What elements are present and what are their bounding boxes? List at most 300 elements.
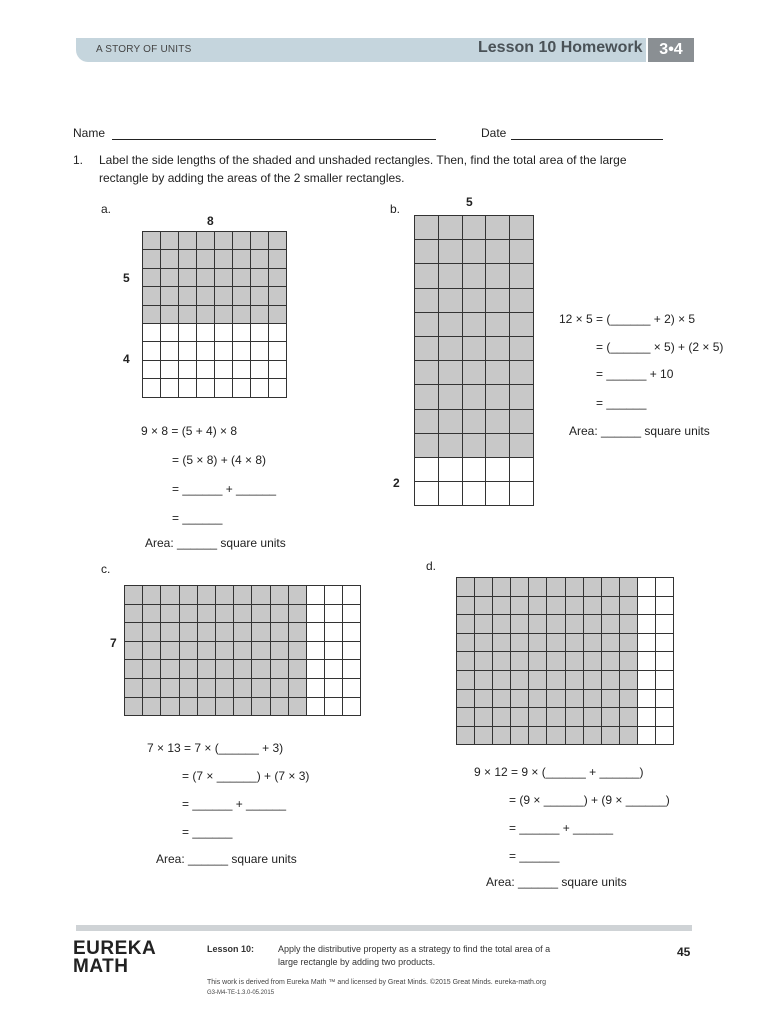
shaded-unit-square <box>457 634 475 653</box>
shaded-unit-square <box>180 623 198 642</box>
shaded-unit-square <box>252 660 270 679</box>
unshaded-unit-square <box>307 698 325 717</box>
unshaded-unit-square <box>215 324 233 342</box>
shaded-unit-square <box>457 727 475 746</box>
shaded-unit-square <box>252 623 270 642</box>
unshaded-unit-square <box>233 342 251 360</box>
shaded-unit-square <box>216 698 234 717</box>
shaded-unit-square <box>143 232 161 250</box>
part-c-eq2: = (7 × ______) + (7 × 3) <box>182 769 310 783</box>
shaded-unit-square <box>234 679 252 698</box>
shaded-unit-square <box>415 240 439 264</box>
shaded-unit-square <box>493 634 511 653</box>
shaded-unit-square <box>511 708 529 727</box>
shaded-unit-square <box>529 671 547 690</box>
shaded-unit-square <box>511 727 529 746</box>
unshaded-unit-square <box>307 642 325 661</box>
shaded-unit-square <box>439 337 463 361</box>
shaded-unit-square <box>529 634 547 653</box>
part-a-eq3: = ______ + ______ <box>172 482 277 496</box>
unshaded-unit-square <box>415 482 439 506</box>
shaded-unit-square <box>620 671 638 690</box>
shaded-unit-square <box>439 410 463 434</box>
unshaded-unit-square <box>656 652 674 671</box>
shaded-unit-square <box>547 671 565 690</box>
part-a-eq1: 9 × 8 = (5 + 4) × 8 <box>141 424 238 438</box>
shaded-unit-square <box>415 313 439 337</box>
unshaded-unit-square <box>161 361 179 379</box>
shaded-unit-square <box>143 698 161 717</box>
footer-code: G3-M4-TE-1.3.0-05.2015 <box>207 990 275 996</box>
unshaded-unit-square <box>307 679 325 698</box>
unshaded-unit-square <box>197 361 215 379</box>
shaded-unit-square <box>529 615 547 634</box>
shaded-unit-square <box>415 289 439 313</box>
date-field[interactable] <box>511 126 663 140</box>
shaded-unit-square <box>161 605 179 624</box>
shaded-unit-square <box>566 727 584 746</box>
shaded-unit-square <box>463 434 487 458</box>
unshaded-unit-square <box>325 623 343 642</box>
shaded-unit-square <box>180 642 198 661</box>
part-b-eq3: = ______ + 10 <box>596 367 674 381</box>
shaded-unit-square <box>511 671 529 690</box>
shaded-unit-square <box>161 287 179 305</box>
unshaded-unit-square <box>307 660 325 679</box>
unshaded-unit-square <box>463 458 487 482</box>
shaded-unit-square <box>161 679 179 698</box>
shaded-unit-square <box>125 623 143 642</box>
unshaded-unit-square <box>269 342 287 360</box>
unshaded-unit-square <box>251 342 269 360</box>
shaded-unit-square <box>493 615 511 634</box>
shaded-unit-square <box>602 652 620 671</box>
shaded-unit-square <box>125 586 143 605</box>
unshaded-unit-square <box>143 324 161 342</box>
shaded-unit-square <box>439 289 463 313</box>
part-b-eq1: 12 × 5 = (______ + 2) × 5 <box>559 312 696 326</box>
shaded-unit-square <box>251 250 269 268</box>
shaded-unit-square <box>510 385 534 409</box>
shaded-unit-square <box>143 306 161 324</box>
shaded-unit-square <box>547 727 565 746</box>
shaded-unit-square <box>493 671 511 690</box>
unshaded-unit-square <box>307 586 325 605</box>
grade-badge: 3•4 <box>648 38 694 62</box>
shaded-unit-square <box>463 216 487 240</box>
shaded-unit-square <box>547 597 565 616</box>
shaded-unit-square <box>602 615 620 634</box>
unshaded-unit-square <box>439 458 463 482</box>
unshaded-unit-square <box>179 324 197 342</box>
unshaded-unit-square <box>343 623 361 642</box>
shaded-unit-square <box>415 264 439 288</box>
shaded-unit-square <box>439 264 463 288</box>
shaded-unit-square <box>475 578 493 597</box>
shaded-unit-square <box>602 671 620 690</box>
shaded-unit-square <box>215 306 233 324</box>
unshaded-unit-square <box>197 324 215 342</box>
unshaded-unit-square <box>325 698 343 717</box>
unshaded-unit-square <box>656 727 674 746</box>
shaded-unit-square <box>439 434 463 458</box>
unshaded-unit-square <box>143 342 161 360</box>
unshaded-unit-square <box>638 652 656 671</box>
shaded-unit-square <box>439 385 463 409</box>
shaded-unit-square <box>289 698 307 717</box>
footer-bar <box>76 925 692 931</box>
shaded-unit-square <box>271 642 289 661</box>
part-c-area: Area: ______ square units <box>156 852 297 866</box>
shaded-unit-square <box>510 289 534 313</box>
unshaded-unit-square <box>143 361 161 379</box>
shaded-unit-square <box>251 232 269 250</box>
shaded-unit-square <box>143 642 161 661</box>
unshaded-unit-square <box>251 379 269 397</box>
part-d-eq3: = ______ + ______ <box>509 821 614 835</box>
unshaded-unit-square <box>656 708 674 727</box>
shaded-unit-square <box>161 660 179 679</box>
shaded-unit-square <box>547 652 565 671</box>
shaded-unit-square <box>216 623 234 642</box>
shaded-unit-square <box>529 597 547 616</box>
shaded-unit-square <box>602 690 620 709</box>
unshaded-unit-square <box>638 727 656 746</box>
shaded-unit-square <box>620 597 638 616</box>
shaded-unit-square <box>252 679 270 698</box>
shaded-unit-square <box>198 605 216 624</box>
unshaded-unit-square <box>343 642 361 661</box>
shaded-unit-square <box>415 337 439 361</box>
unshaded-unit-square <box>343 586 361 605</box>
part-a-area: Area: ______ square units <box>145 536 286 550</box>
shaded-unit-square <box>271 660 289 679</box>
shaded-unit-square <box>234 698 252 717</box>
shaded-unit-square <box>143 269 161 287</box>
shaded-unit-square <box>439 216 463 240</box>
part-a-eq2: = (5 × 8) + (4 × 8) <box>172 453 267 467</box>
shaded-unit-square <box>510 434 534 458</box>
shaded-unit-square <box>602 578 620 597</box>
unshaded-unit-square <box>656 671 674 690</box>
shaded-unit-square <box>161 250 179 268</box>
shaded-unit-square <box>475 634 493 653</box>
unshaded-unit-square <box>179 361 197 379</box>
shaded-unit-square <box>547 578 565 597</box>
shaded-unit-square <box>463 240 487 264</box>
unshaded-unit-square <box>325 586 343 605</box>
shaded-unit-square <box>289 605 307 624</box>
unshaded-unit-square <box>269 361 287 379</box>
shaded-unit-square <box>269 306 287 324</box>
logo-line-1: EUREKA <box>73 938 157 959</box>
shaded-unit-square <box>234 660 252 679</box>
part-c-grid <box>124 585 361 716</box>
shaded-unit-square <box>457 690 475 709</box>
shaded-unit-square <box>215 232 233 250</box>
shaded-unit-square <box>234 623 252 642</box>
shaded-unit-square <box>161 698 179 717</box>
shaded-unit-square <box>511 690 529 709</box>
shaded-unit-square <box>457 615 475 634</box>
unshaded-unit-square <box>343 660 361 679</box>
shaded-unit-square <box>197 287 215 305</box>
shaded-unit-square <box>566 690 584 709</box>
shaded-unit-square <box>216 679 234 698</box>
shaded-unit-square <box>584 727 602 746</box>
shaded-unit-square <box>566 615 584 634</box>
eureka-math-logo <box>73 940 156 976</box>
unshaded-unit-square <box>510 458 534 482</box>
shaded-unit-square <box>529 690 547 709</box>
unshaded-unit-square <box>638 578 656 597</box>
shaded-unit-square <box>269 232 287 250</box>
shaded-unit-square <box>510 313 534 337</box>
logo-line-2: MATH <box>73 956 129 977</box>
shaded-unit-square <box>161 623 179 642</box>
part-b-eq2: = (______ × 5) + (2 × 5) <box>596 340 724 354</box>
part-a-side-label-unshaded: 4 <box>123 352 130 366</box>
shaded-unit-square <box>529 708 547 727</box>
shaded-unit-square <box>463 337 487 361</box>
shaded-unit-square <box>620 652 638 671</box>
shaded-unit-square <box>566 578 584 597</box>
instructions-line-2: rectangle by adding the areas of the 2 smaller rectangles. <box>99 171 405 185</box>
shaded-unit-square <box>180 698 198 717</box>
shaded-unit-square <box>252 698 270 717</box>
shaded-unit-square <box>493 652 511 671</box>
unshaded-unit-square <box>486 458 510 482</box>
shaded-unit-square <box>125 605 143 624</box>
shaded-unit-square <box>215 269 233 287</box>
shaded-unit-square <box>510 264 534 288</box>
shaded-unit-square <box>620 615 638 634</box>
part-d-eq1: 9 × 12 = 9 × (______ + ______) <box>474 765 644 779</box>
page-number: 45 <box>677 945 691 959</box>
shaded-unit-square <box>547 615 565 634</box>
unshaded-unit-square <box>161 379 179 397</box>
shaded-unit-square <box>198 586 216 605</box>
shaded-unit-square <box>289 586 307 605</box>
shaded-unit-square <box>547 690 565 709</box>
shaded-unit-square <box>234 586 252 605</box>
shaded-unit-square <box>271 698 289 717</box>
unshaded-unit-square <box>656 615 674 634</box>
shaded-unit-square <box>198 660 216 679</box>
shaded-unit-square <box>161 306 179 324</box>
shaded-unit-square <box>463 385 487 409</box>
shaded-unit-square <box>234 642 252 661</box>
unshaded-unit-square <box>343 679 361 698</box>
shaded-unit-square <box>216 642 234 661</box>
unshaded-unit-square <box>197 379 215 397</box>
shaded-unit-square <box>180 605 198 624</box>
date-label: Date <box>481 126 507 140</box>
shaded-unit-square <box>233 306 251 324</box>
shaded-unit-square <box>415 434 439 458</box>
part-a-side-label-shaded: 5 <box>123 271 130 285</box>
shaded-unit-square <box>486 240 510 264</box>
shaded-unit-square <box>493 578 511 597</box>
unshaded-unit-square <box>638 634 656 653</box>
shaded-unit-square <box>584 578 602 597</box>
unshaded-unit-square <box>510 482 534 506</box>
shaded-unit-square <box>475 597 493 616</box>
shaded-unit-square <box>161 642 179 661</box>
unshaded-unit-square <box>179 379 197 397</box>
shaded-unit-square <box>584 708 602 727</box>
shaded-unit-square <box>486 410 510 434</box>
shaded-unit-square <box>179 306 197 324</box>
shaded-unit-square <box>486 313 510 337</box>
series-title: A STORY OF UNITS <box>96 44 192 55</box>
shaded-unit-square <box>143 679 161 698</box>
shaded-unit-square <box>143 586 161 605</box>
shaded-unit-square <box>620 708 638 727</box>
shaded-unit-square <box>251 287 269 305</box>
shaded-unit-square <box>271 605 289 624</box>
shaded-unit-square <box>289 623 307 642</box>
shaded-unit-square <box>620 690 638 709</box>
footer-lesson-label: Lesson 10: <box>207 944 255 954</box>
shaded-unit-square <box>511 597 529 616</box>
unshaded-unit-square <box>269 379 287 397</box>
unshaded-unit-square <box>215 361 233 379</box>
unshaded-unit-square <box>638 690 656 709</box>
shaded-unit-square <box>463 410 487 434</box>
shaded-unit-square <box>161 232 179 250</box>
shaded-unit-square <box>161 586 179 605</box>
unshaded-unit-square <box>251 324 269 342</box>
part-c-eq3: = ______ + ______ <box>182 797 287 811</box>
shaded-unit-square <box>125 642 143 661</box>
shaded-unit-square <box>289 679 307 698</box>
shaded-unit-square <box>602 708 620 727</box>
shaded-unit-square <box>602 597 620 616</box>
shaded-unit-square <box>457 652 475 671</box>
part-a-label: a. <box>101 202 112 216</box>
unshaded-unit-square <box>307 623 325 642</box>
shaded-unit-square <box>511 578 529 597</box>
shaded-unit-square <box>269 287 287 305</box>
part-c-eq1: 7 × 13 = 7 × (______ + 3) <box>147 741 284 755</box>
lesson-title: Lesson 10 Homework <box>478 39 643 56</box>
part-d-label: d. <box>426 559 437 573</box>
part-b-top-label: 5 <box>466 195 473 209</box>
shaded-unit-square <box>475 671 493 690</box>
shaded-unit-square <box>198 679 216 698</box>
shaded-unit-square <box>510 216 534 240</box>
shaded-unit-square <box>620 634 638 653</box>
shaded-unit-square <box>439 313 463 337</box>
shaded-unit-square <box>197 250 215 268</box>
unshaded-unit-square <box>638 615 656 634</box>
unshaded-unit-square <box>486 482 510 506</box>
part-d-grid <box>456 577 674 745</box>
shaded-unit-square <box>252 586 270 605</box>
part-a-top-label: 8 <box>207 214 214 228</box>
shaded-unit-square <box>252 642 270 661</box>
shaded-unit-square <box>233 232 251 250</box>
problem-number: 1. <box>73 153 84 167</box>
shaded-unit-square <box>179 232 197 250</box>
shaded-unit-square <box>510 240 534 264</box>
unshaded-unit-square <box>233 324 251 342</box>
shaded-unit-square <box>215 287 233 305</box>
shaded-unit-square <box>510 410 534 434</box>
part-c-side-label: 7 <box>110 636 117 650</box>
unshaded-unit-square <box>656 597 674 616</box>
shaded-unit-square <box>566 671 584 690</box>
part-d-area: Area: ______ square units <box>486 875 627 889</box>
instructions-line-1: Label the side lengths of the shaded and unshaded rectangles. Then, find the total area of the large <box>99 153 627 167</box>
shaded-unit-square <box>233 287 251 305</box>
shaded-unit-square <box>457 671 475 690</box>
unshaded-unit-square <box>343 698 361 717</box>
shaded-unit-square <box>233 250 251 268</box>
unshaded-unit-square <box>307 605 325 624</box>
part-a-grid <box>142 231 287 398</box>
shaded-unit-square <box>493 708 511 727</box>
shaded-unit-square <box>620 578 638 597</box>
shaded-unit-square <box>216 605 234 624</box>
shaded-unit-square <box>271 679 289 698</box>
unshaded-unit-square <box>233 361 251 379</box>
shaded-unit-square <box>457 708 475 727</box>
part-b-eq4: = ______ <box>596 396 647 410</box>
shaded-unit-square <box>486 216 510 240</box>
part-d-eq4: = ______ <box>509 849 560 863</box>
shaded-unit-square <box>215 250 233 268</box>
shaded-unit-square <box>252 605 270 624</box>
unshaded-unit-square <box>161 342 179 360</box>
shaded-unit-square <box>475 690 493 709</box>
unshaded-unit-square <box>638 708 656 727</box>
shaded-unit-square <box>216 660 234 679</box>
shaded-unit-square <box>179 250 197 268</box>
shaded-unit-square <box>511 634 529 653</box>
part-d-eq2: = (9 × ______) + (9 × ______) <box>509 793 670 807</box>
shaded-unit-square <box>198 698 216 717</box>
shaded-unit-square <box>271 586 289 605</box>
shaded-unit-square <box>161 269 179 287</box>
shaded-unit-square <box>269 269 287 287</box>
footer-objective-line-2: large rectangle by adding two products. <box>278 957 436 967</box>
unshaded-unit-square <box>463 482 487 506</box>
shaded-unit-square <box>529 727 547 746</box>
shaded-unit-square <box>415 361 439 385</box>
unshaded-unit-square <box>638 671 656 690</box>
shaded-unit-square <box>415 385 439 409</box>
shaded-unit-square <box>584 634 602 653</box>
footer-license: This work is derived from Eureka Math ™ and licensed by Great Minds. ©2015 Great Minds. eureka-math.org <box>207 979 546 986</box>
shaded-unit-square <box>457 578 475 597</box>
shaded-unit-square <box>493 690 511 709</box>
shaded-unit-square <box>289 642 307 661</box>
name-field[interactable] <box>112 126 436 140</box>
shaded-unit-square <box>566 708 584 727</box>
shaded-unit-square <box>486 434 510 458</box>
shaded-unit-square <box>251 306 269 324</box>
unshaded-unit-square <box>439 482 463 506</box>
unshaded-unit-square <box>415 458 439 482</box>
shaded-unit-square <box>510 361 534 385</box>
shaded-unit-square <box>584 671 602 690</box>
shaded-unit-square <box>602 727 620 746</box>
shaded-unit-square <box>475 727 493 746</box>
shaded-unit-square <box>529 578 547 597</box>
shaded-unit-square <box>475 708 493 727</box>
